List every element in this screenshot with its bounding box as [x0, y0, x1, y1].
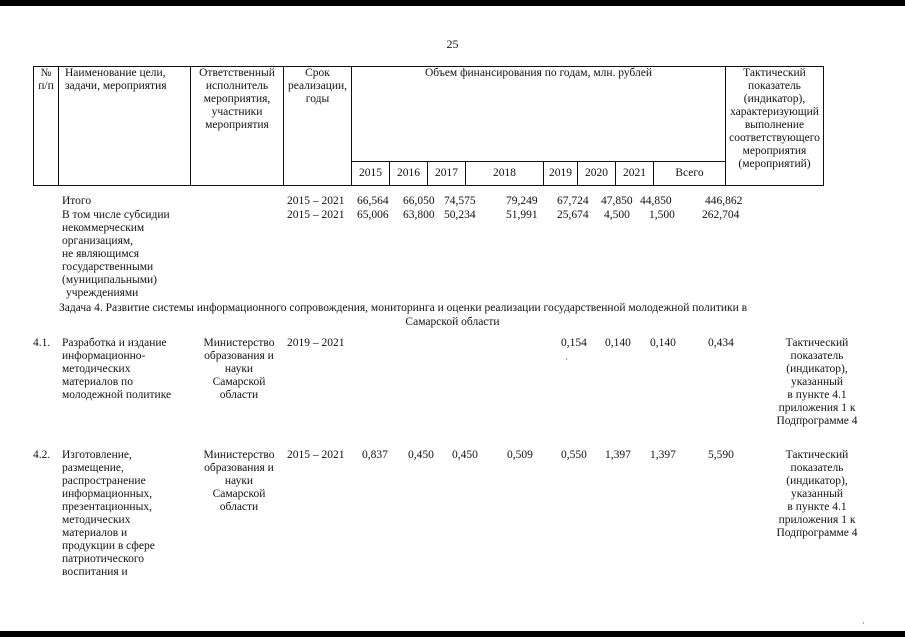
totals-value-2018: 79,249: [506, 195, 538, 207]
row-4-1-period: 2019 – 2021: [287, 337, 345, 349]
scan-bottom-border: [0, 631, 905, 637]
totals-value-2015: 66,564: [357, 195, 389, 207]
header-year-2021: 2021: [616, 162, 654, 186]
subsidies-value-2016: 63,800: [403, 209, 435, 221]
totals-label: Итого: [62, 195, 92, 207]
scan-speck: ·: [862, 618, 865, 628]
row-4-2-value-2020: 1,397: [605, 449, 631, 461]
task4-heading-cont: Самарской области: [405, 316, 500, 328]
subsidies-value-2019: 25,674: [557, 209, 589, 221]
subsidies-period: 2015 – 2021: [287, 209, 345, 221]
header-year-2017: 2017: [428, 162, 466, 186]
row-4-1-indicator: Тактический показатель (индикатор), указанный в пункте 4.1 приложения 1 к Подпрограмме 4: [776, 337, 858, 427]
row-4-1-value-2021: 0,140: [650, 337, 676, 349]
totals-value-2021: 44,850: [640, 195, 672, 207]
row-4-2-value-2021: 1,397: [650, 449, 676, 461]
row-4-2-value-2017: 0,450: [452, 449, 478, 461]
row-4-2-value-2015: 0,837: [362, 449, 388, 461]
row-4-2-indicator: Тактический показатель (индикатор), указанный в пункте 4.1 приложения 1 к Подпрограмме 4: [776, 449, 858, 539]
table-header: [33, 66, 824, 186]
header-num: № п/п: [34, 67, 59, 186]
row-4-1-value-2019: 0,154: [561, 337, 587, 349]
row-4-1-num: 4.1.: [33, 337, 51, 349]
row-4-2-responsible: Министерство образования и науки Самарской области: [203, 449, 275, 513]
row-4-2-value-2018: 0,509: [507, 449, 533, 461]
header-name: Наименование цели, задачи, мероприятия: [59, 67, 191, 186]
row-4-2-num: 4.2.: [33, 449, 51, 461]
subsidies-label: В том числе субсидии некоммерческим организациям, не являющимся государственными (муниципальными) учреждениями: [62, 209, 170, 299]
row-4-1-value-total: 0,434: [708, 337, 734, 349]
row-4-2-value-total: 5,590: [708, 449, 734, 461]
row-4-1-responsible: Министерство образования и науки Самарской области: [203, 337, 275, 401]
header-responsible: Ответственный исполнитель мероприятия, участники мероприятия: [191, 67, 284, 186]
header-year-2018: 2018: [466, 162, 544, 186]
totals-value-2017: 74,575: [444, 195, 476, 207]
header-year-total: Всего: [654, 162, 726, 186]
header-year-2015: 2015: [352, 162, 390, 186]
subsidies-value-2021: 1,500: [649, 209, 675, 221]
header-funding: Объем финансирования по годам, млн. рублей: [352, 67, 726, 162]
row-4-2-value-2016: 0,450: [408, 449, 434, 461]
header-year-2020: 2020: [578, 162, 616, 186]
scan-top-border: [0, 0, 905, 6]
subsidies-value-2015: 65,006: [357, 209, 389, 221]
totals-value-2019: 67,724: [557, 195, 589, 207]
scan-speck: ·: [565, 354, 568, 364]
subsidies-value-2018: 51,991: [506, 209, 538, 221]
row-4-2-value-2019: 0,550: [561, 449, 587, 461]
subsidies-value-total: 262,704: [702, 209, 740, 221]
page-number: 25: [446, 37, 459, 51]
header-year-2019: 2019: [544, 162, 578, 186]
totals-period: 2015 – 2021: [287, 195, 345, 207]
totals-value-total: 446,862: [705, 195, 743, 207]
header-indicator: Тактический показатель (индикатор), характеризующий выполнение соответствующего мероприятия (мероприятий): [726, 67, 824, 186]
totals-value-2020: 47,850: [601, 195, 633, 207]
header-period: Срок реализации, годы: [284, 67, 352, 186]
row-4-1-value-2020: 0,140: [605, 337, 631, 349]
row-4-1-name: Разработка и издание информационно- методических материалов по молодежной политике: [62, 337, 172, 401]
row-4-2-name: Изготовление, размещение, распространение информационных, презентационных, методических материалов и продукции в сфере патриотического воспитания и: [62, 449, 155, 578]
header-year-2016: 2016: [390, 162, 428, 186]
row-4-2-period: 2015 – 2021: [287, 449, 345, 461]
totals-value-2016: 66,050: [403, 195, 435, 207]
subsidies-value-2020: 4,500: [604, 209, 630, 221]
task4-heading: Задача 4. Развитие системы информационного сопровождения, мониторинга и оценки реализации государственной молодежной политики в: [59, 302, 748, 314]
subsidies-value-2017: 50,234: [444, 209, 476, 221]
